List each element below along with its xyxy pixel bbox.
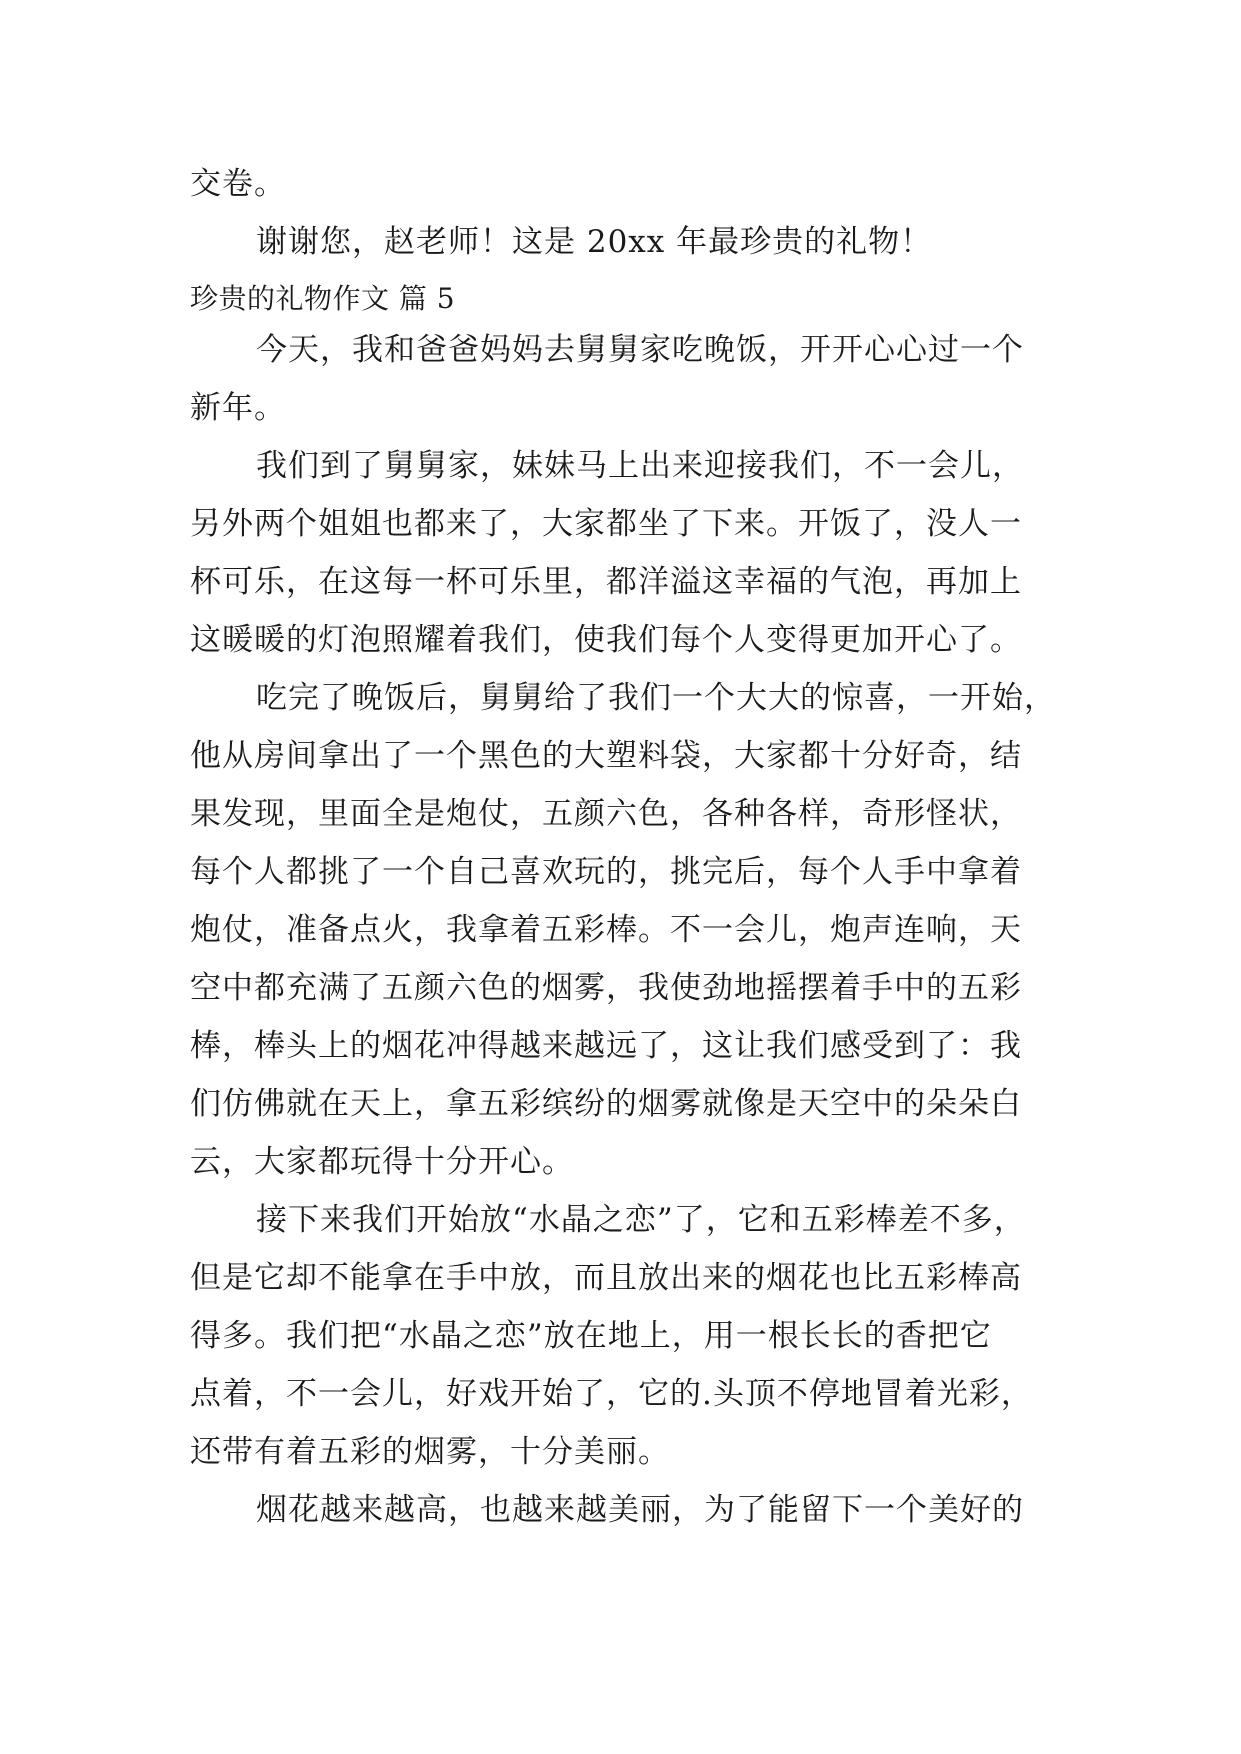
text-line: 吃完了晚饭后，舅舅给了我们一个大大的惊喜，一开始，: [256, 680, 1056, 716]
text-line: 交卷。: [190, 166, 286, 202]
text-line: 炮仗，准备点火，我拿着五彩棒。不一会儿，炮声连响，天: [190, 912, 1022, 948]
text-line: 棒，棒头上的烟花冲得越来越远了，这让我们感受到了：我: [190, 1028, 1022, 1064]
text-line: 谢谢您，赵老师！这是 20xx 年最珍贵的礼物！: [256, 224, 933, 260]
text-line: 空中都充满了五颜六色的烟雾，我使劲地摇摆着手中的五彩: [190, 970, 1022, 1006]
text-line: 今天，我和爸爸妈妈去舅舅家吃晚饭，开开心心过一个: [256, 332, 1024, 368]
text-line: 他从房间拿出了一个黑色的大塑料袋，大家都十分好奇，结: [190, 738, 1022, 774]
text-line: 果发现，里面全是炮仗，五颜六色，各种各样，奇形怪状，: [190, 796, 1022, 832]
text-line: 每个人都挑了一个自己喜欢玩的，挑完后，每个人手中拿着: [190, 854, 1022, 890]
section-heading: 珍贵的礼物作文 篇 5: [190, 282, 456, 315]
text-line: 这暖暖的灯泡照耀着我们，使我们每个人变得更加开心了。: [190, 622, 1022, 658]
text-line: 我们到了舅舅家，妹妹马上出来迎接我们，不一会儿，: [256, 448, 1024, 484]
text-line: 但是它却不能拿在手中放，而且放出来的烟花也比五彩棒高: [190, 1260, 1022, 1296]
text-line: 云，大家都玩得十分开心。: [190, 1144, 574, 1180]
text-line: 们仿佛就在天上，拿五彩缤纷的烟雾就像是天空中的朵朵白: [190, 1086, 1022, 1122]
text-line: 得多。我们把“水晶之恋”放在地上，用一根长长的香把它: [190, 1318, 992, 1354]
text-line: 接下来我们开始放“水晶之恋”了，它和五彩棒差不多，: [256, 1202, 1026, 1238]
text-line: 点着，不一会儿，好戏开始了，它的.头顶不停地冒着光彩，: [190, 1376, 1033, 1412]
text-line: 还带有着五彩的烟雾，十分美丽。: [190, 1434, 670, 1470]
text-line: 烟花越来越高，也越来越美丽，为了能留下一个美好的: [256, 1492, 1024, 1528]
document-body: [190, 155, 1060, 1539]
text-line: 另外两个姐姐也都来了，大家都坐了下来。开饭了，没人一: [190, 506, 1022, 542]
text-line: 杯可乐，在这每一杯可乐里，都洋溢这幸福的气泡，再加上: [190, 564, 1022, 600]
text-line: 新年。: [190, 390, 286, 426]
